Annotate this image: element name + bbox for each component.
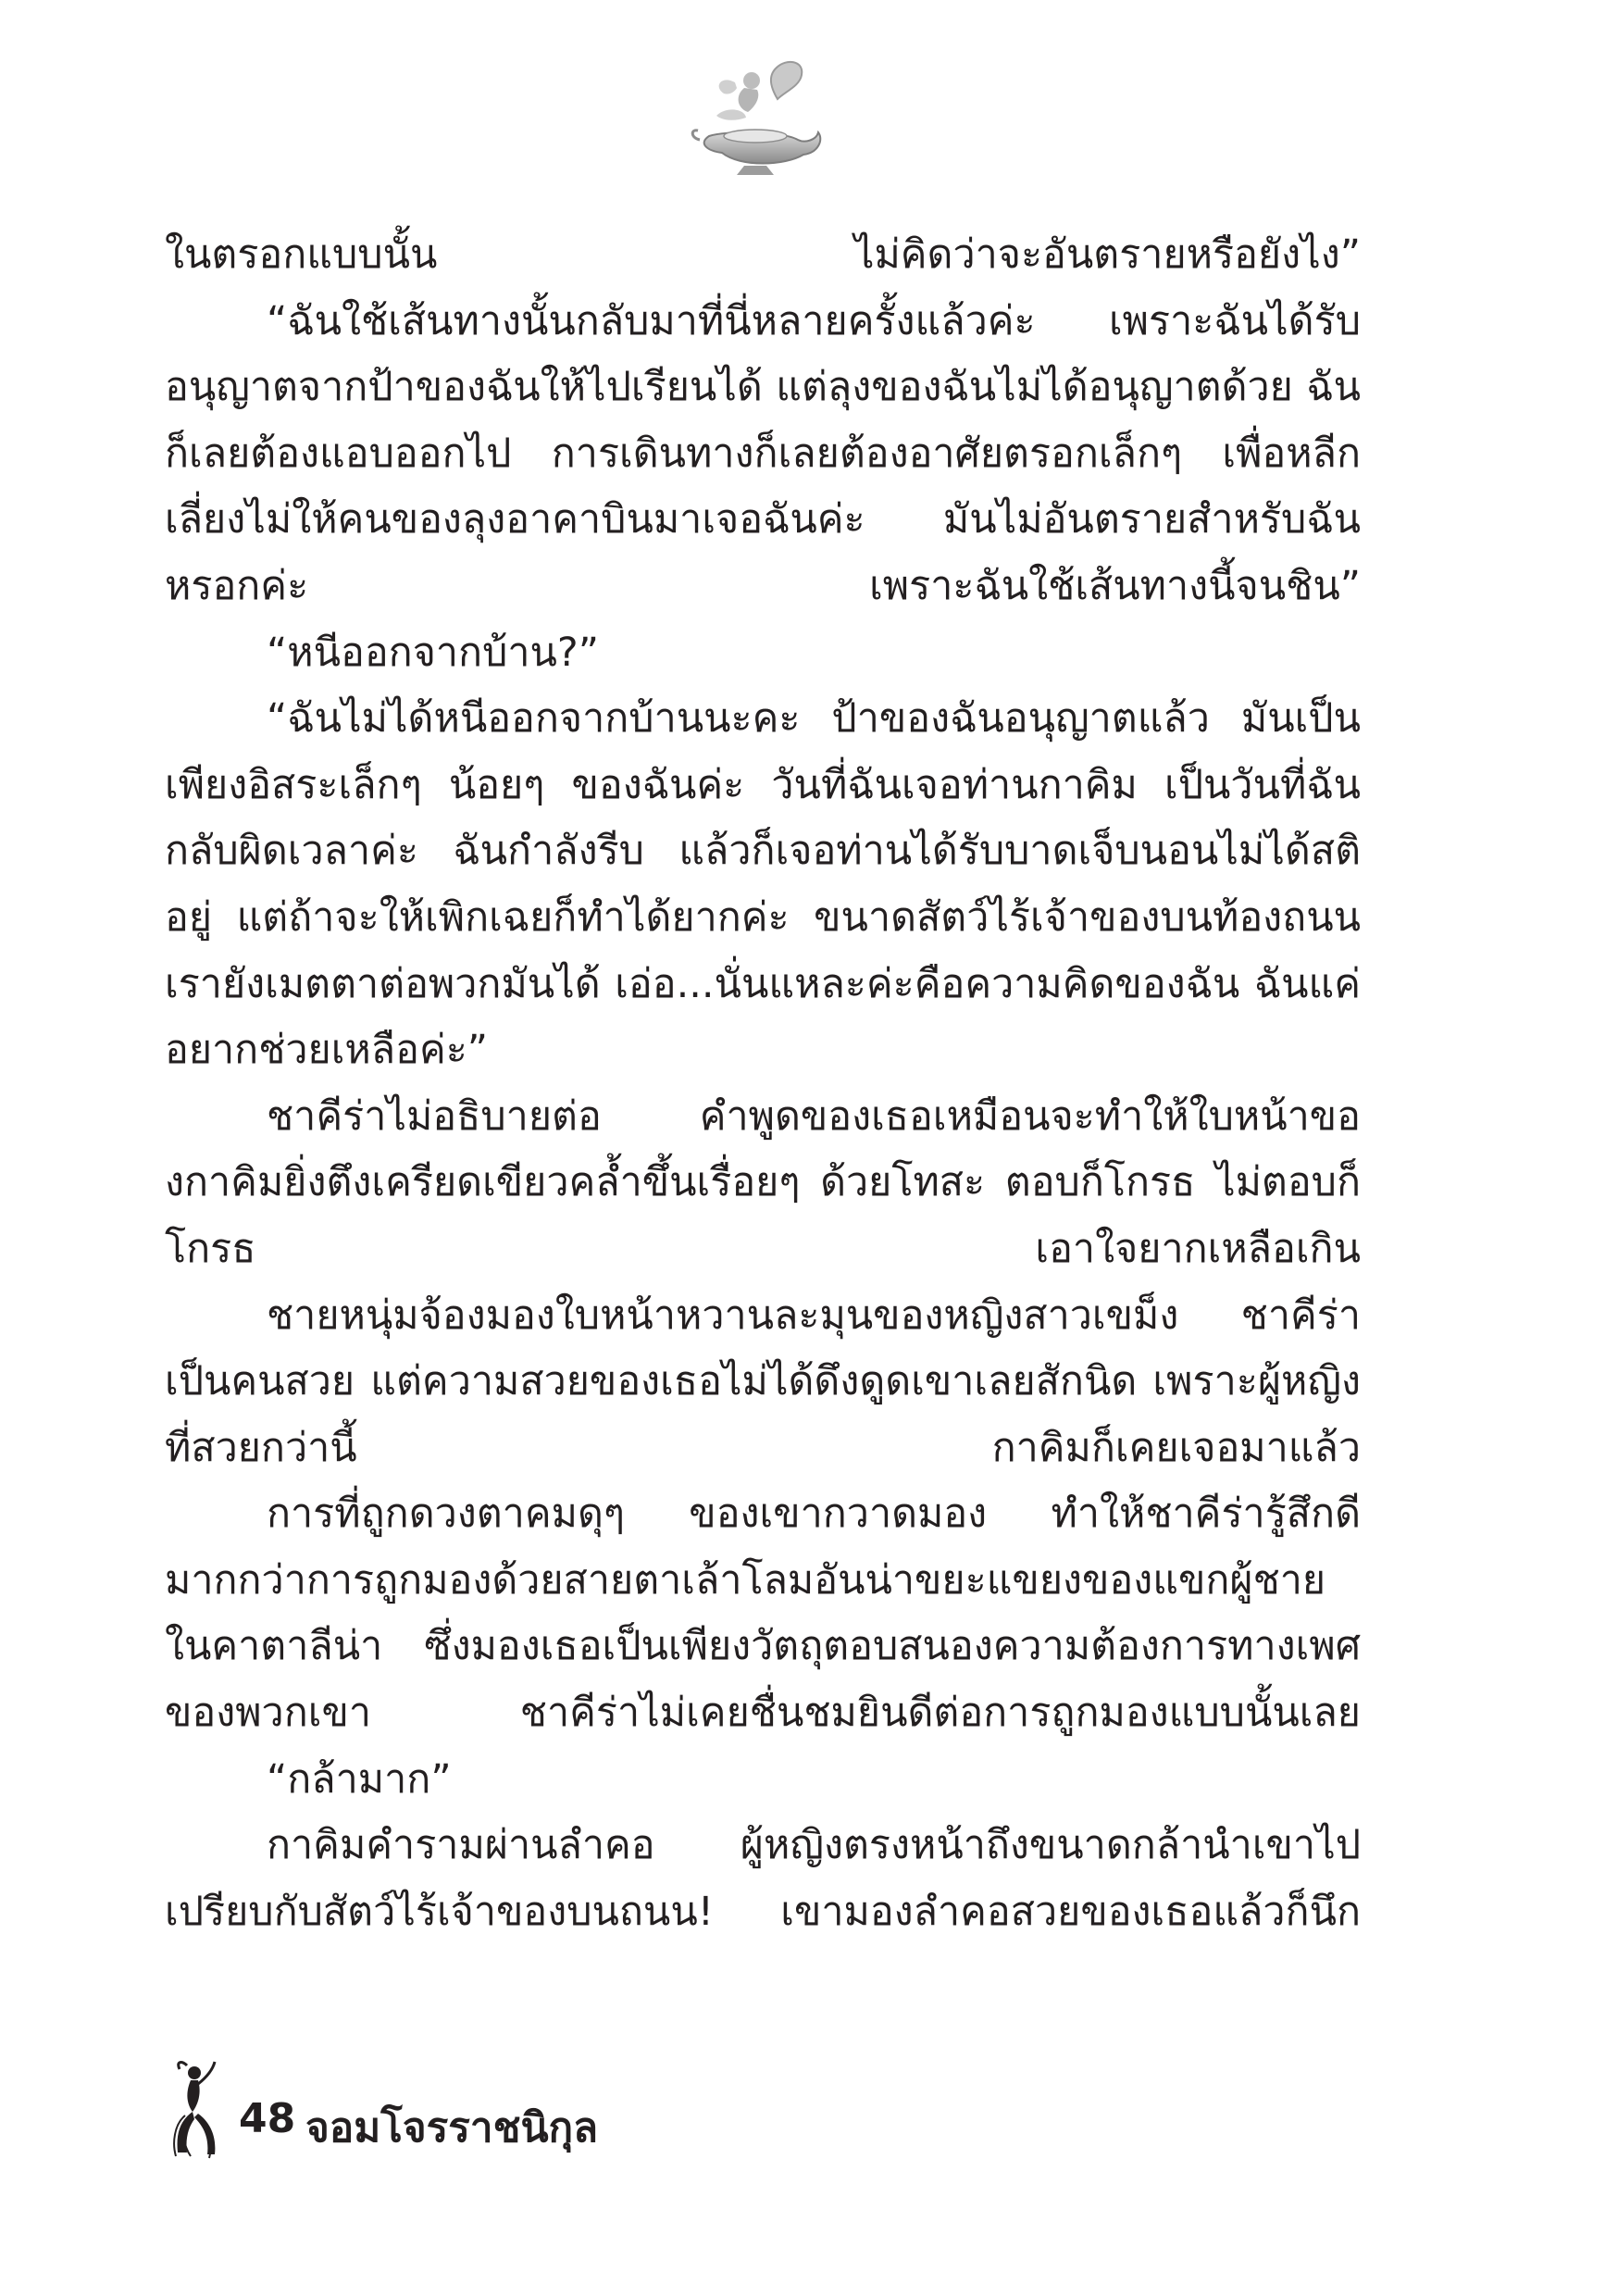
paragraph: “หนีออกจากบ้าน?” (267, 629, 600, 676)
paragraph: ชาคีร่าไม่อธิบายต่อ คำพูดของเธอเหมือนจะทำให้ใบหน้าของกาคิมยิ่งตึงเครียดเขียวคล้ำขึ้นเรื่อยๆ ด้วยโทสะ ตอบก็โกรธ ไม่ตอบก็โกรธ เอาใจยากเหลือเกิน (165, 1092, 1361, 1272)
paragraph: กาคิมคำรามผ่านลำคอ ผู้หญิงตรงหน้าถึงขนาดกล้านำเขาไปเปรียบกับสัตว์ไร้เจ้าของบนถนน! เขามองลำคอสวยของเธอแล้วก็นึก (165, 1822, 1361, 1935)
paragraph: การที่ถูกดวงตาคมดุๆ ของเขากวาดมอง ทำให้ชาคีร่ารู้สึกดีมากกว่าการถูกมองด้วยสายตาเล้าโลมอันน่าขยะแขยงของแขกผู้ชายในคาตาลีน่า ซึ่งมองเธอเป็นเพียงวัตถุตอบสนองความต้องการทางเพศของพวกเขา ชาคีร่าไม่เคยชื่นชมยินดีต่อการถูกมองแบบนั้นเลย (165, 1491, 1361, 1737)
paragraph: ในตรอกแบบนั้น ไม่คิดว่าจะอันตรายหรือยังไง” (165, 231, 1361, 278)
dancer-silhouette-icon (167, 2060, 222, 2162)
page-number: 48 (239, 2095, 296, 2142)
running-title: จอมโจรราชนิกุล (305, 2104, 599, 2152)
body-text (165, 222, 1361, 1945)
paragraph: “ฉันไม่ได้หนีออกจากบ้านนะคะ ป้าของฉันอนุญาตแล้ว มันเป็นเพียงอิสระเล็กๆ น้อยๆ ของฉันค่ะ วันที่ฉันเจอท่านกาคิม เป็นวันที่ฉันกลับผิดเวลาค่ะ ฉันกำลังรีบ แล้วก็เจอท่านได้รับบาดเจ็บนอนไม่ได้สติอยู่ แต่ถ้าจะให้เพิกเฉยก็ทำได้ยากค่ะ ขนาดสัตว์ไร้เจ้าของบนท้องถนนเรายังเมตตาต่อพวกมันได้ เอ่อ...นั่นแหละค่ะคือความคิดของฉัน ฉันแค่อยากช่วยเหลือค่ะ” (165, 695, 1361, 1074)
magic-lamp-cupid-icon (689, 51, 828, 190)
paragraph: “กล้ามาก” (267, 1755, 452, 1803)
paragraph: ชายหนุ่มจ้องมองใบหน้าหวานละมุนของหญิงสาวเขม็ง ชาคีร่าเป็นคนสวย แต่ความสวยของเธอไม่ได้ดึงดูดเขาเลยสักนิด เพราะผู้หญิงที่สวยกว่านี้ กาคิมก็เคยเจอมาแล้ว (165, 1292, 1361, 1471)
paragraph: “ฉันใช้เส้นทางนั้นกลับมาที่นี่หลายครั้งแล้วค่ะ เพราะฉันได้รับอนุญาตจากป้าของฉันให้ไปเรียนได้ แต่ลุงของฉันไม่ได้อนุญาตด้วย ฉันก็เลยต้องแอบออกไป การเดินทางก็เลยต้องอาศัยตรอกเล็กๆ เพื่อหลีกเลี่ยงไม่ให้คนของลุงอาคาบินมาเจอฉันค่ะ มันไม่อันตรายสำหรับฉันหรอกค่ะ เพราะฉันใช้เส้นทางนี้จนชิน” (165, 297, 1361, 609)
page-footer (167, 2060, 907, 2162)
